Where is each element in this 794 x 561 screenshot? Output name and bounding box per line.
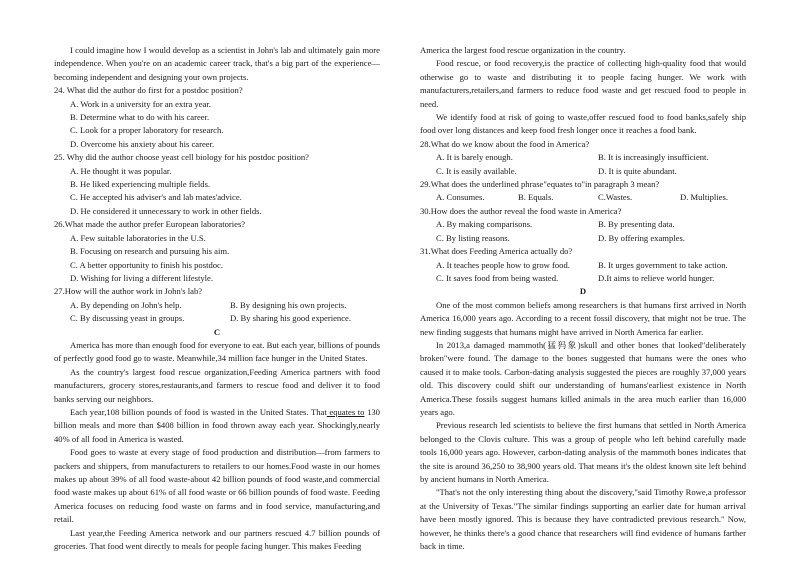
question-31: 31.What does Feeding America actually do? — [420, 246, 573, 257]
q31-options-row-1 — [420, 259, 746, 272]
passage-c-paragraph-5: Last year,the Feeding America network and our partners rescued 4.7 billion pounds of groceries. That food went directly to meals for people facing hunger. This makes Feeding — [54, 527, 380, 552]
q25-option-c[interactable]: C. He accepted his adviser's and lab mates'advice. — [70, 192, 242, 203]
q27-option-a[interactable]: A. By depending on John's help. — [70, 299, 182, 310]
q30-option-b[interactable]: B. By presenting data. — [598, 219, 675, 230]
q30-options-row-1 — [420, 218, 746, 231]
q26-option-b[interactable]: B. Focusing on research and pursuing his aim. — [70, 246, 230, 257]
q31-option-d[interactable]: D.It aims to relieve world hunger. — [598, 272, 715, 283]
q29-option-c[interactable]: C.Wastes. — [598, 192, 633, 203]
q29-options-row — [420, 191, 746, 204]
q27-option-c[interactable]: C. By discussing yeast in groups. — [70, 313, 185, 324]
q28-option-d[interactable]: D. It is quite abundant. — [598, 165, 677, 176]
passage-c-heading: C — [213, 326, 221, 337]
question-25: 25. Why did the author choose yeast cell biology for his postdoc position? — [54, 152, 309, 163]
passage-d-paragraph-2: In 2013,a damaged mammoth(猛犸象)skull and other bones that looked"deliberately broken"were found. The damage to the bones suggested that humans were the ones who caused it to make tools. Carbon-dating analysis suggested the pieces are roughly 37,000 years old. This discovery could shift our understanding of humans'earliest existence in North America.These fossils suggest humans killed animals in the area much earlier than 16,000 years ago. — [420, 339, 746, 417]
paragraph-3-text-end: 130 billion meals and more than $408 billion in food thrown away each year. Shockingly,nearly 40% of all food in America is wasted. — [54, 406, 380, 444]
q28-option-b[interactable]: B. It is increasingly insufficient. — [598, 152, 709, 163]
question-24: 24. What did the author do first for a postdoc position? — [54, 85, 243, 96]
passage-c-paragraph-7: We identify food at risk of going to waste,offer rescued food to food banks,safely ship food over long distances and keep food fresh longer once it reaches a food bank. — [420, 112, 746, 136]
q24-option-c[interactable]: C. Look for a proper laboratory for research. — [70, 125, 224, 136]
q30-option-d[interactable]: D. By offering examples. — [598, 232, 685, 243]
q31-option-a[interactable]: A. It teaches people how to grow food. — [436, 259, 570, 270]
question-29: 29.What does the underlined phrase"equates to"in paragraph 3 mean? — [420, 179, 660, 190]
passage-d-paragraph-4: "That's not the only interesting thing about the discovery,"said Timothy Rowe,a professor at the University of Texas."The similar findings supporting an earlier date for human arrival have been mostly ignored. This is because they have contradicted previous research." Now, however, he thinks there's a good chance that researchers will find evidence of humans farther back in time. — [420, 487, 746, 552]
passage-d-heading: D — [579, 286, 587, 297]
q25-option-a[interactable]: A. He thought it was popular. — [70, 165, 172, 176]
passage-c-paragraph-3 — [54, 406, 380, 446]
passage-c-paragraph-6: Food rescue, or food recovery,is the practice of collecting high-quality food that would otherwise go to waste and distributing it to people facing hunger. We work with manufacturers,retailers,and farmers to reduce food waste and get rescued food to people in need. — [420, 58, 746, 109]
q30-option-a[interactable]: A. By making comparisons. — [436, 219, 533, 230]
passage-c-paragraph-5-continued: America the largest food rescue organization in the country. — [420, 45, 626, 55]
question-28: 28.What do we know about the food in America? — [420, 138, 590, 149]
q30-option-c[interactable]: C. By listing reasons. — [436, 232, 510, 243]
q26-option-c[interactable]: C. A better opportunity to finish his postdoc. — [70, 259, 224, 270]
q29-option-b[interactable]: B. Equals. — [518, 192, 554, 203]
q29-option-d[interactable]: D. Multiplies. — [680, 192, 728, 203]
q28-option-a[interactable]: A. It is barely enough. — [436, 152, 513, 163]
q25-option-d[interactable]: D. He considered it unnecessary to work in other fields. — [70, 205, 262, 216]
passage-b-closing: I could imagine how I would develop as a scientist in John's lab and ultimately gain more independence. When you're on an academic career track, that's a big part of the experience—becoming independent and designing your own projects. — [54, 45, 380, 82]
q28-option-c[interactable]: C. It is easily available. — [436, 165, 517, 176]
q31-option-b[interactable]: B. It urges government to take action. — [598, 259, 728, 270]
q25-option-b[interactable]: B. He liked experiencing multiple fields. — [70, 179, 211, 190]
passage-d-paragraph-3: Previous research led scientists to believe the first humans that settled in North America belonged to the Clovis culture. This was a group of people who left behind carefully made tools 16,000 years ago. However, carbon-dating analysis of the mammoth bones indicates that the site is around 36,250 to 38,900 years old. That means it's the oldest known site left behind by ancient humans in North America. — [420, 420, 746, 484]
q31-option-c[interactable]: C. It saves food from being wasted. — [436, 272, 559, 283]
right-column — [420, 44, 746, 553]
passage-c-paragraph-1: America has more than enough food for everyone to eat. But each year, billions of pounds of perfectly good food go to waste. Meanwhile,34 million face hunger in the United States. — [54, 339, 380, 364]
question-27: 27.How will the author work in John's lab? — [54, 286, 203, 297]
q31-options-row-2 — [420, 272, 746, 285]
q24-option-d[interactable]: D. Overcome his anxiety about his career. — [70, 138, 215, 149]
q27-option-d[interactable]: D. By sharing his good experience. — [230, 313, 352, 324]
passage-c-paragraph-4: Food goes to waste at every stage of food production and distribution—from farmers to packers and shippers, from manufacturers to retailers to our homes.Food waste in our homes makes up about 39% of all food waste-about 42 billion pounds of food waste,and commercial food waste makes up about 61% of all food waste or 66 billion pounds of food waste. Feeding America focuses on reducing food waste on farms and in food service, manufacturing,and retail. — [54, 447, 380, 525]
q30-options-row-2 — [420, 232, 746, 245]
question-30: 30.How does the author reveal the food waste in America? — [420, 205, 622, 216]
passage-c-paragraph-2: As the country's largest food rescue organization,Feeding America partners with food manufacturers, grocery stores,restaurants,and farmers to rescue food and deliver it to food banks serving our neighbors. — [54, 366, 380, 404]
underlined-phrase: equates to — [326, 406, 365, 417]
q28-options-row-1 — [420, 151, 746, 164]
passage-d-paragraph-1: One of the most common beliefs among researchers is that humans first arrived in North America 16,000 years ago. According to a recent fossil discovery, that might not be true. The new finding suggests that humans might have arrived in North America far earlier. — [420, 299, 746, 337]
q28-options-row-2 — [420, 165, 746, 178]
q26-option-d[interactable]: D. Wishing for living a different lifestyle. — [70, 272, 214, 283]
q27-options-row-2 — [54, 312, 380, 325]
q29-option-a[interactable]: A. Consumes. — [436, 192, 485, 203]
q24-option-b[interactable]: B. Determine what to do with his career. — [70, 112, 210, 123]
q26-option-a[interactable]: A. Few suitable laboratories in the U.S. — [70, 232, 206, 243]
paragraph-3-text-start: Each year,108 billion pounds of food is wasted in the United States. That — [70, 406, 327, 417]
q27-options-row-1 — [54, 299, 380, 312]
left-column — [54, 44, 380, 553]
question-26: 26.What made the author prefer European laboratories? — [54, 219, 246, 230]
q24-option-a[interactable]: A. Work in a university for an extra year. — [70, 98, 211, 109]
q27-option-b[interactable]: B. By designing his own projects. — [230, 299, 347, 310]
